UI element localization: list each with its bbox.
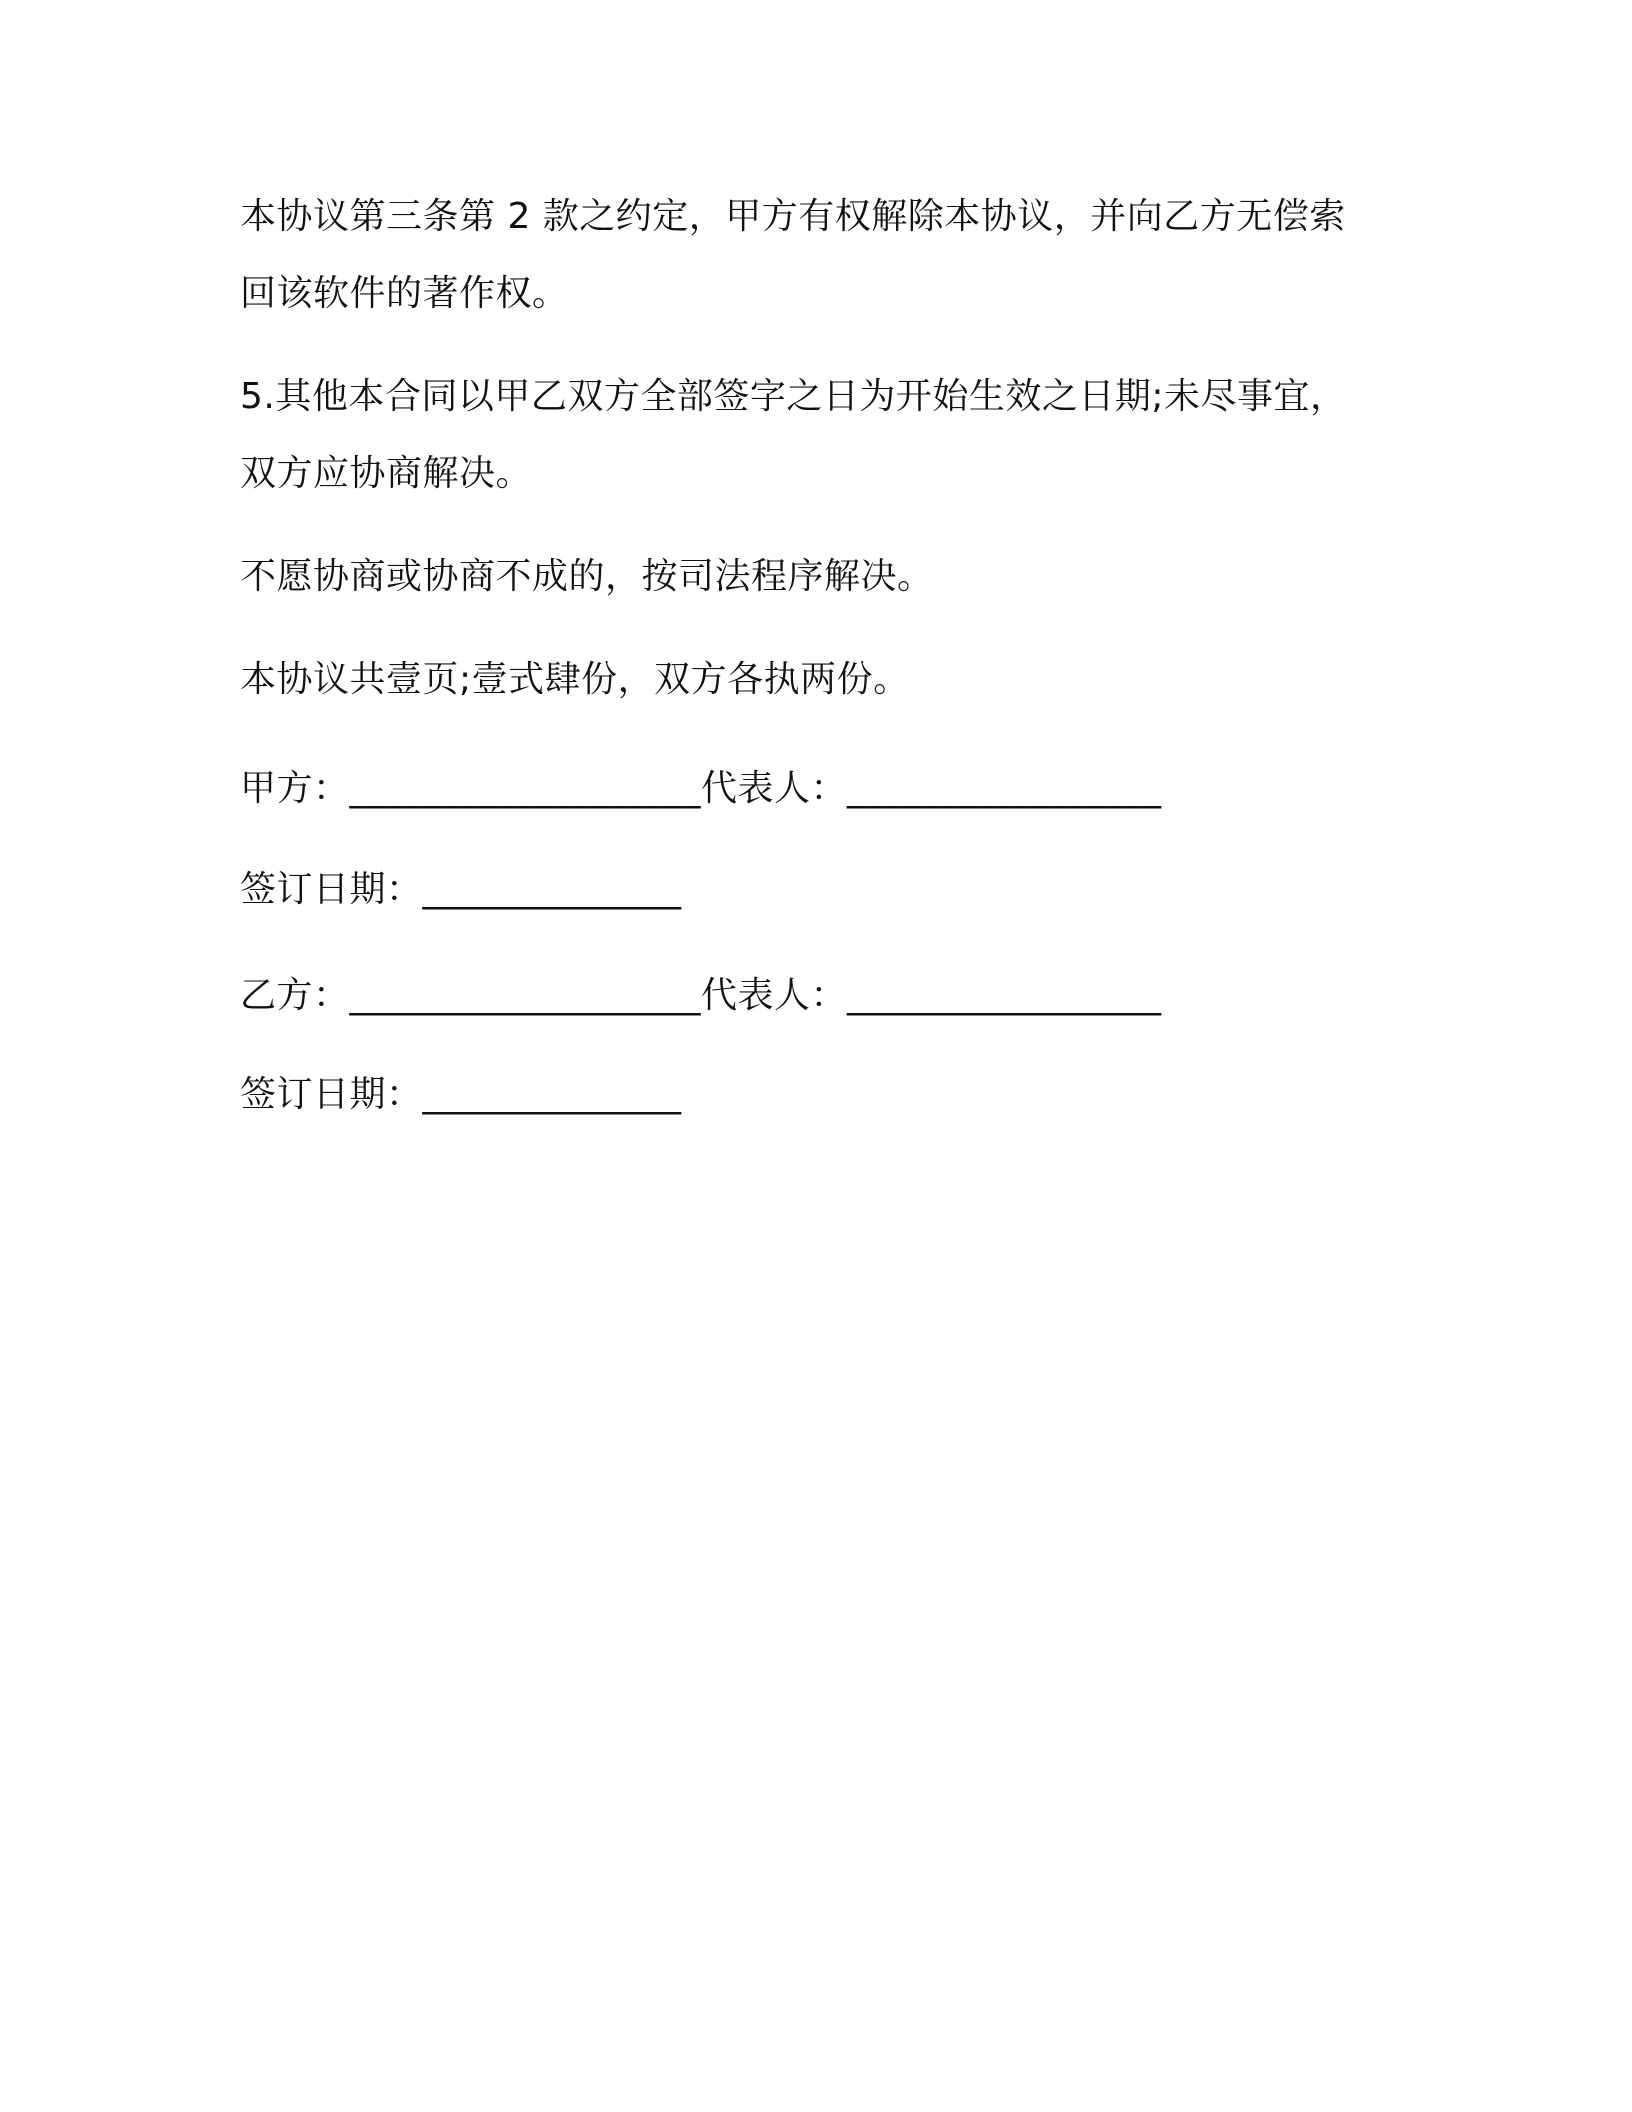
paragraph-line-1: 本协议第三条第 2 款之约定，甲方有权解除本协议，并向乙方无偿索 xyxy=(240,196,1346,237)
paragraph-line-2: 回该软件的著作权。 xyxy=(240,273,569,314)
party-b-signature-line: 乙方：___________________代表人：_________________ xyxy=(240,975,1162,1016)
paragraph-line-3: 5.其他本合同以甲乙双方全部签字之日为开始生效之日期;未尽事宜， xyxy=(240,376,1347,417)
party-a-date-line: 签订日期：______________ xyxy=(240,869,682,910)
paragraph-line-4: 双方应协商解决。 xyxy=(240,453,533,494)
party-a-signature-line: 甲方：___________________代表人：_________________ xyxy=(240,768,1162,809)
party-b-date-line: 签订日期：______________ xyxy=(240,1074,682,1115)
paragraph-line-5: 不愿协商或协商不成的，按司法程序解决。 xyxy=(240,556,934,597)
paragraph-line-6: 本协议共壹页;壹式肆份，双方各执两份。 xyxy=(240,659,910,700)
